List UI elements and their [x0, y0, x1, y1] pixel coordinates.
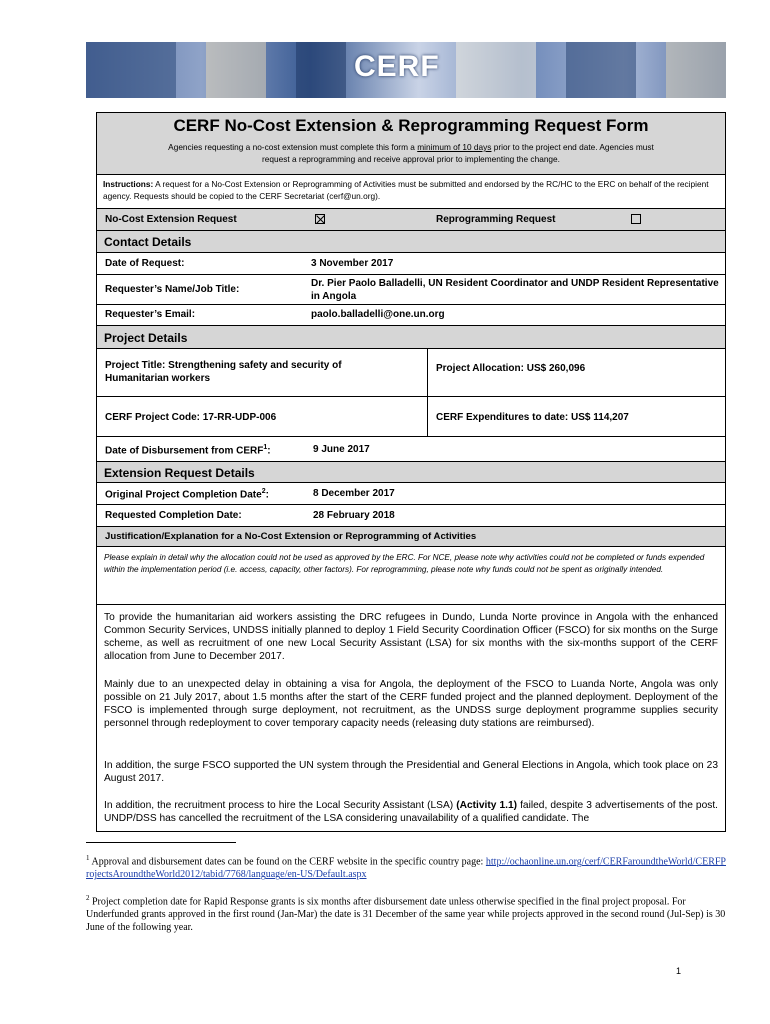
date-value: 3 November 2017 [311, 258, 394, 269]
instructions: Instructions: A request for a No-Cost Extension or Reprogramming of Activities must be submitted and endorsed by the RC/HC to the ERC on behalf of the recipient agency. Requests should be copied to the CERF Secretariat (cerf@un.org). [97, 175, 725, 209]
disbursement-date: 9 June 2017 [313, 444, 370, 455]
cerf-banner [86, 42, 726, 98]
nce-label: No-Cost Extension Request [105, 214, 237, 225]
paragraph-3: In addition, the surge FSCO supported the UN system through the Presidential and General Elections in Angola, which took place on 23 August 2017. [104, 760, 718, 784]
form-intro: Agencies requesting a no-cost extension must complete this form a minimum of 10 days prior to the project end date. Agencies must request a reprogramming and receive approval prior to implementing the change. [168, 142, 654, 164]
paragraph-4: In addition, the recruitment process to hire the Local Security Assistant (LSA) (Activity 1.1) failed, despite 3 advertisements of the post. UNDP/DSS has cancelled the recruitment of the LSA considering unavailability of a qualified candidate. The [104, 800, 719, 824]
form-header [97, 113, 725, 175]
name-row: Requester’s Name/Job Title: Dr. Pier Paolo Balladelli, UN Resident Coordinator and UNDP Resident Representative in Angola [97, 275, 725, 305]
project-code: CERF Project Code: 17-RR-UDP-006 [105, 412, 277, 423]
requested-date: 28 February 2018 [313, 510, 395, 521]
original-date-row: Original Project Completion Date$^2$: 8 December 2017 [97, 483, 725, 505]
name-value: Dr. Pier Paolo Balladelli, UN Resident Coordinator and UNDP Resident Representative in Angola [311, 278, 719, 302]
disbursement-row: Date of Disbursement from CERF$^1$: 9 June 2017 [105, 444, 370, 457]
contact-heading: Contact Details [97, 231, 725, 253]
paragraph-1: To provide the humanitarian aid workers assisting the DRC refugees in Dundo, Lunda Norte province in Angola with the enhanced Common Security Services, UNDSS initially planned to deploy 1 Field Security Coordination Officer (FSCO) for six months on the Surge scheme, as well as recruitment of one new Local Security Assistant (LSA) for six months with the six-months support of the CERF allocation from June to December 2017. [104, 612, 718, 662]
project-code-row [97, 397, 725, 437]
justification-instructions: Please explain in detail why the allocation could not be used as approved by the ERC. For NCE, please note why activities could not be completed or funds expended within the implementation period (i.e. access, capacity, other factors). For reprogramming, please note why funds could not be spent as originally intended. [97, 547, 725, 605]
extension-heading: Extension Request Details [97, 461, 725, 483]
project-heading: Project Details [97, 325, 725, 349]
justification-heading: Justification/Explanation for a No-Cost Extension or Reprogramming of Activities [97, 527, 725, 547]
footnote-2: $^2$ Project completion date for Rapid Response grants is six months after disbursement date unless otherwise specified in the final project proposal. For Underfunded grants approved in the first round (Jan-Mar) the date is 31 December of the same year while projects approved in the second round (Jul-Sep) is 30 June of the following year. [86, 894, 726, 934]
project-allocation: Project Allocation: US$ 260,096 [436, 363, 586, 374]
request-form [96, 112, 726, 832]
cerf-website-link[interactable]: http://ochaonline.un.org/cerf/CERFaroundtheWorld/CERFProjectsAroundtheWorld2012/tabid/7768/language/en-US/Default.aspx [86, 856, 726, 881]
reprogramming-checkbox[interactable] [631, 214, 641, 224]
email-row: Requester’s Email: paolo.balladelli@one.un.org [105, 309, 445, 320]
paragraph-2: Mainly due to an unexpected delay in obtaining a visa for Angola, the deployment of the FSCO to Luanda Norte, Angola was only possible on 21 July 2017, about 1.5 months after the start of the CERF funded project and the planned deployment. Deployment of the FSCO is implemented through surge deployment, not recruitment, as the UNDSS surge deployment programme supplies security personnel through redeployment to cover temporary capacity needs (releasing duty stations are reimbursed). [104, 679, 718, 729]
requested-date-row: Requested Completion Date: 28 February 2018 [97, 505, 725, 527]
page-number: 1 [676, 966, 682, 976]
project-title: Project Title: Strengthening safety and security of Humanitarian workers [105, 360, 342, 384]
original-date: 8 December 2017 [313, 488, 395, 499]
reprogramming-label: Reprogramming Request [436, 214, 556, 225]
cerf-expenditures: CERF Expenditures to date: US$ 114,207 [436, 412, 629, 423]
request-type-row [97, 209, 725, 231]
nce-checkbox[interactable] [315, 214, 325, 224]
footnote-1: $^1$ Approval and disbursement dates can be found on the CERF website in the specific country page: http://ochaonline.un.org/cerf/CERFaroundtheWorld/CERFProjectsAroundtheWorld2012/tabid/7768/language/en-US/Default.aspx [86, 854, 726, 881]
footnote-separator [86, 842, 236, 843]
email-value: paolo.balladelli@one.un.org [311, 309, 445, 320]
project-title-row [97, 349, 725, 397]
form-title: CERF No-Cost Extension & Reprogramming Request Form [173, 116, 649, 135]
date-row: Date of Request: 3 November 2017 [97, 253, 725, 275]
cerf-logo: CERF [354, 50, 440, 83]
justification-text [97, 605, 725, 832]
